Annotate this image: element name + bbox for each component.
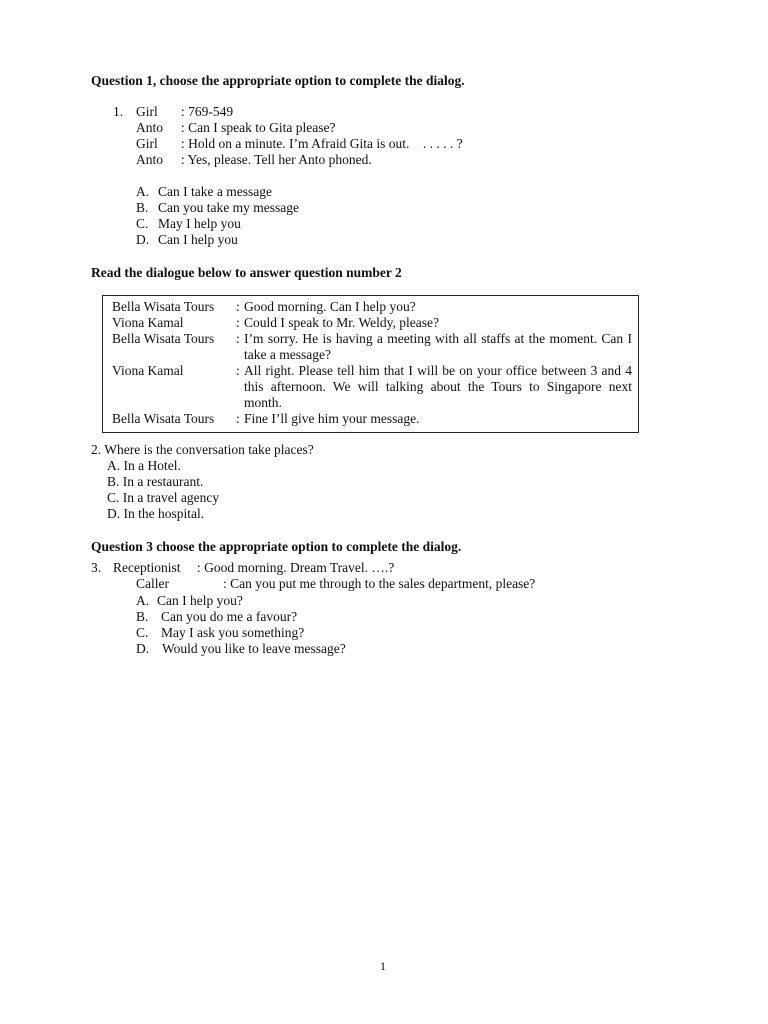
dialogue-speaker: Viona Kamal bbox=[112, 315, 184, 330]
q3-caller-text: : Can you put me through to the sales department, please? bbox=[223, 576, 536, 591]
dialogue-colon: : bbox=[236, 411, 240, 426]
q2-option: B. In a restaurant. bbox=[107, 474, 204, 489]
dialogue-text: Could I speak to Mr. Weldy, please? bbox=[244, 315, 439, 330]
page-number: 1 bbox=[380, 959, 386, 973]
dialogue-text: Good morning. Can I help you? bbox=[244, 299, 416, 314]
dialogue-text-content: All right. Please tell him that I will be on your office between 3 and 4 this afternoon. We will talking about the Tours to Singapore next month. bbox=[244, 363, 632, 410]
q1-option-text: Can you take my message bbox=[158, 200, 299, 215]
q3-option-letter: B. bbox=[136, 609, 149, 624]
q2-option: C. In a travel agency bbox=[107, 490, 220, 505]
q1-number: 1. bbox=[113, 104, 124, 119]
q1-option-text: May I help you bbox=[158, 216, 241, 231]
q3-option-letter: D. bbox=[136, 641, 150, 656]
dialogue-colon: : bbox=[236, 315, 240, 330]
q3-option-text: Can you do me a favour? bbox=[161, 609, 298, 624]
dialogue-speaker: Bella Wisata Tours bbox=[112, 299, 215, 314]
q1-option-letter: B. bbox=[136, 200, 149, 215]
q2-heading: Read the dialogue below to answer question number 2 bbox=[91, 265, 402, 280]
q3-number: 3. bbox=[91, 560, 102, 575]
q3-option-text: Would you like to leave message? bbox=[162, 641, 346, 656]
q1-line: : 769-549 bbox=[181, 104, 234, 119]
q1-option-text: Can I take a message bbox=[158, 184, 272, 199]
q3-option-letter: C. bbox=[136, 625, 149, 640]
q1-line: : Yes, please. Tell her Anto phoned. bbox=[181, 152, 372, 167]
q1-option-letter: A. bbox=[136, 184, 150, 199]
dialogue-text: Fine I’ll give him your message. bbox=[244, 411, 420, 426]
q1-option-text: Can I help you bbox=[158, 232, 238, 247]
q3-receptionist-text: : Good morning. Dream Travel. ….? bbox=[197, 560, 395, 575]
dialogue-colon: : bbox=[236, 331, 240, 346]
q3-caller-label: Caller bbox=[136, 576, 169, 591]
dialogue-text bbox=[244, 331, 632, 363]
q1-line: : Can I speak to Gita please? bbox=[181, 120, 336, 135]
q1-speaker: Girl bbox=[136, 136, 158, 151]
q1-speaker: Girl bbox=[136, 104, 158, 119]
q1-heading: Question 1, choose the appropriate option to complete the dialog. bbox=[91, 73, 465, 88]
q3-heading: Question 3 choose the appropriate option to complete the dialog. bbox=[91, 539, 462, 554]
dialogue-speaker: Bella Wisata Tours bbox=[112, 331, 215, 346]
dialogue-speaker: Viona Kamal bbox=[112, 363, 184, 378]
q1-line: : Hold on a minute. I’m Afraid Gita is out. . . . . . ? bbox=[181, 136, 463, 151]
dialogue-colon: : bbox=[236, 299, 240, 314]
dialogue-colon: : bbox=[236, 363, 240, 378]
dialogue-text-content: I’m sorry. He is having a meeting with all staffs at the moment. Can I take a message? bbox=[244, 331, 632, 362]
q2-option: A. In a Hotel. bbox=[107, 458, 181, 473]
q2-question: 2. Where is the conversation take places? bbox=[91, 442, 314, 457]
dialogue-text bbox=[244, 363, 632, 411]
q3-option-text: May I ask you something? bbox=[161, 625, 305, 640]
q3-receptionist-label: Receptionist bbox=[113, 560, 181, 575]
q1-option-letter: C. bbox=[136, 216, 149, 231]
dialogue-speaker: Bella Wisata Tours bbox=[112, 411, 215, 426]
q1-speaker: Anto bbox=[136, 120, 163, 135]
q3-option-text: Can I help you? bbox=[157, 593, 243, 608]
q1-option-letter: D. bbox=[136, 232, 150, 247]
q1-speaker: Anto bbox=[136, 152, 163, 167]
q3-option-letter: A. bbox=[136, 593, 150, 608]
q2-option: D. In the hospital. bbox=[107, 506, 205, 521]
